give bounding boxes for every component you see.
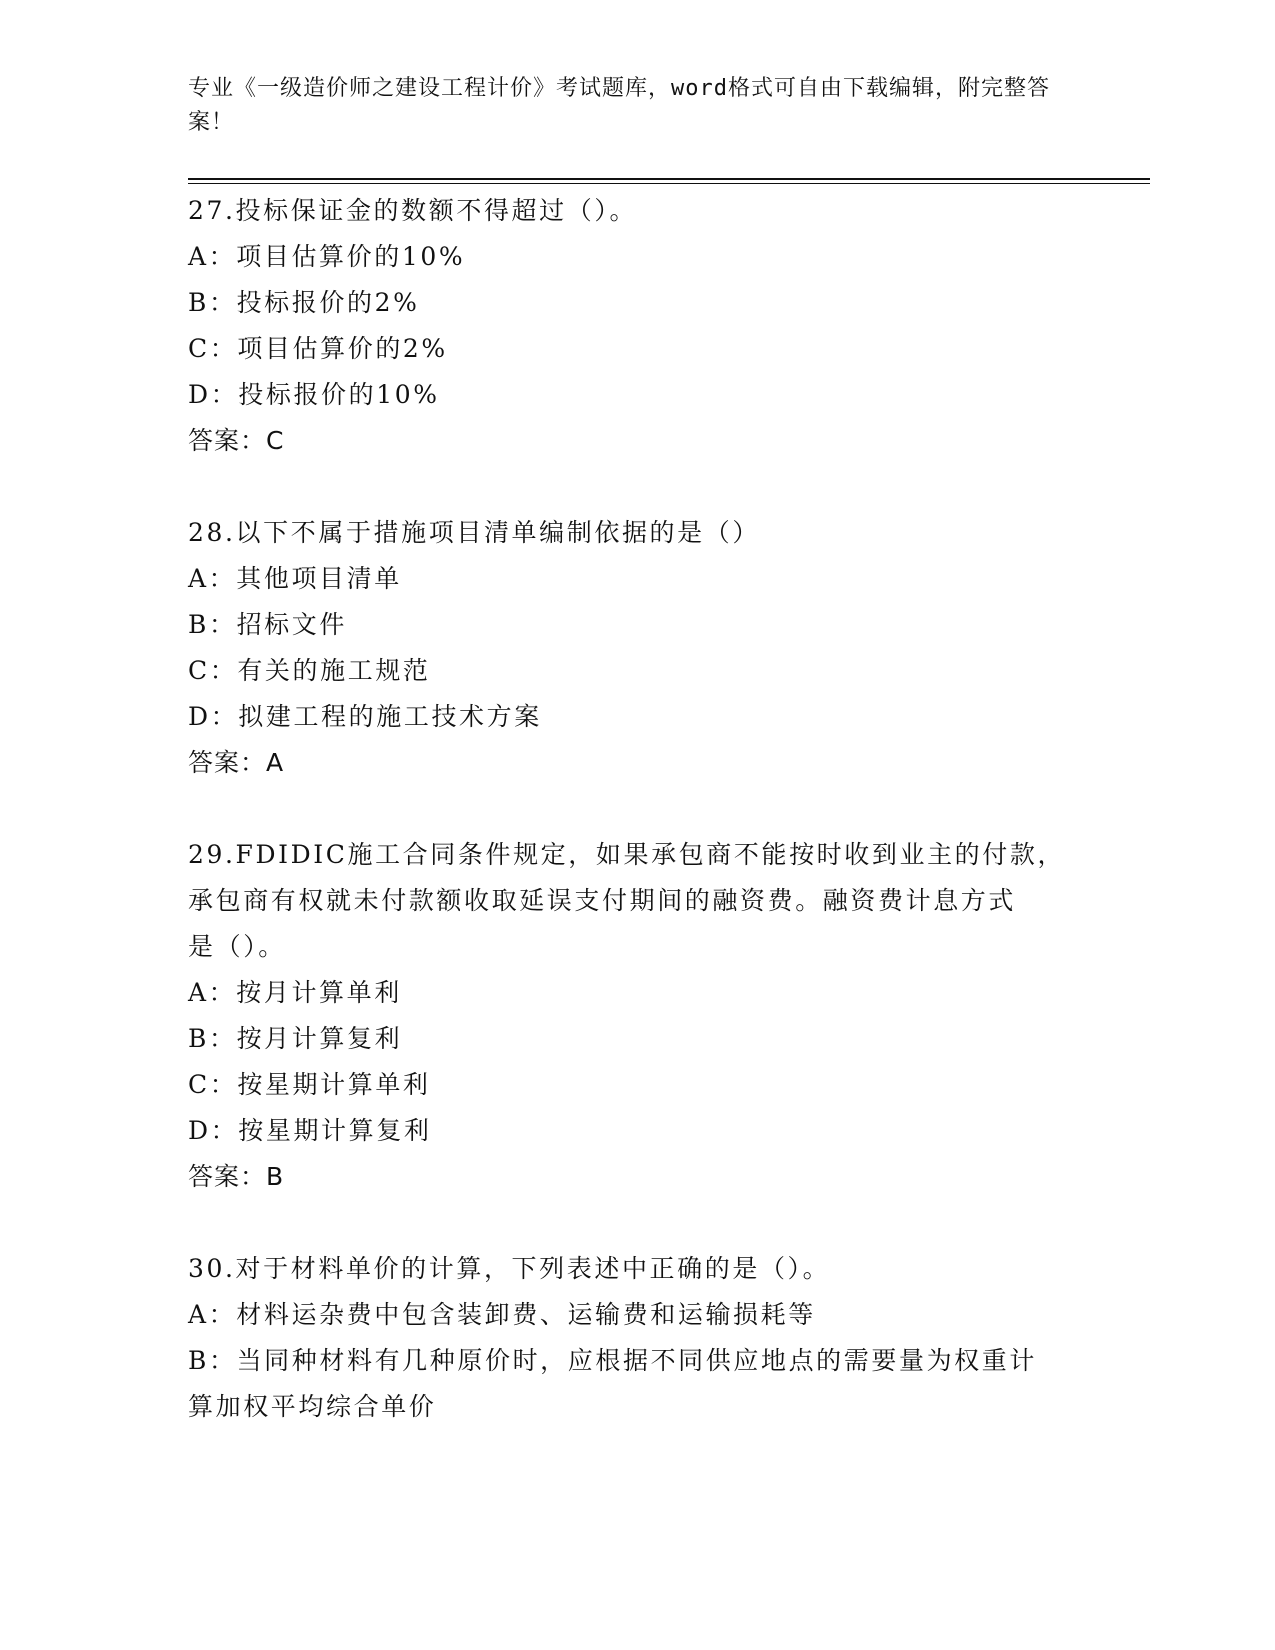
option-a: A：按月计算单利 (188, 978, 402, 1007)
option-c: C：有关的施工规范 (188, 656, 431, 685)
option-a: A：材料运杂费中包含装卸费、运输费和运输损耗等 (188, 1300, 816, 1329)
question-list (188, 188, 1088, 1476)
header-divider-thick (188, 178, 1150, 180)
answer-label: 答案：B (188, 1162, 285, 1191)
answer-label: 答案：C (188, 426, 285, 455)
header-divider-thin (188, 183, 1150, 184)
option-c: C：项目估算价的2% (188, 334, 448, 363)
option-d: D：按星期计算复利 (188, 1116, 432, 1145)
question-stem: 28.以下不属于措施项目清单编制依据的是（） (188, 518, 760, 547)
option-b: B：按月计算复利 (188, 1024, 403, 1053)
question-29 (188, 832, 1088, 1200)
option-d: D：投标报价的10% (188, 380, 440, 409)
question-stem-line-3: 是（）。 (188, 932, 286, 961)
question-stem-line-2: 承包商有权就未付款额收取延误支付期间的融资费。融资费计息方式 (188, 886, 1017, 915)
answer-label: 答案：A (188, 748, 285, 777)
option-b-line-1: B：当同种材料有几种原价时，应根据不同供应地点的需要量为权重计 (188, 1346, 1037, 1375)
question-28 (188, 510, 1088, 786)
document-header: 专业《一级造价师之建设工程计价》考试题库，word格式可自由下载编辑，附完整答案！ (188, 76, 1050, 135)
question-27 (188, 188, 1088, 464)
option-b-line-2: 算加权平均综合单价 (188, 1392, 437, 1421)
question-stem: 27.投标保证金的数额不得超过（）。 (188, 196, 638, 225)
question-30 (188, 1246, 1088, 1430)
option-b: B：投标报价的2% (188, 288, 420, 317)
option-d: D：拟建工程的施工技术方案 (188, 702, 542, 731)
question-stem-line-1: 29.FDIDIC施工合同条件规定，如果承包商不能按时收到业主的付款， (188, 840, 1066, 869)
option-b: B：招标文件 (188, 610, 347, 639)
option-a: A：项目估算价的10% (188, 242, 466, 271)
option-a: A：其他项目清单 (188, 564, 402, 593)
question-stem: 30.对于材料单价的计算，下列表述中正确的是（）。 (188, 1254, 831, 1283)
option-c: C：按星期计算单利 (188, 1070, 431, 1099)
